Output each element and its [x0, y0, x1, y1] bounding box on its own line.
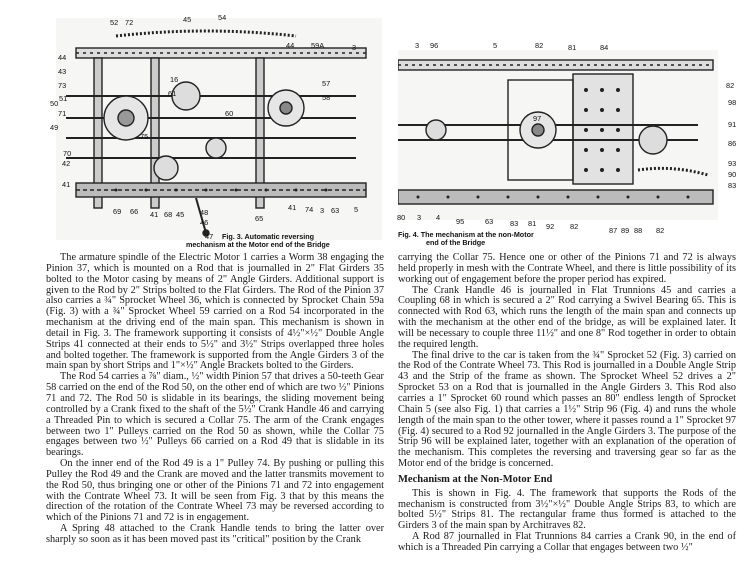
fig3-label: 68	[164, 210, 173, 219]
fig4-label: 90	[728, 170, 737, 179]
fig3-label: 49	[50, 123, 59, 132]
fig4-label: 86	[728, 139, 737, 148]
fig4-label: 63	[485, 217, 494, 226]
figure-4-caption	[398, 231, 618, 247]
fig3-label: 69	[113, 207, 122, 216]
fig3-label: 50	[50, 99, 59, 108]
fig4-label: 91	[728, 120, 737, 129]
paragraph: The Crank Handle 46 is journalled in Flat Trunnions 45 and carries a Coupling 68 in which is secured a 2" Rod carrying a Swivel Bearing 65. This is connected with Rod 63, which runs the length of the main span and connects up with the mechanism at the other end of the bridge, as will be explained later. It will be necessary to couple three 11½" and one 8" Rod together in order to obtain the required length.	[398, 284, 736, 350]
fig4-label: 93	[728, 159, 737, 168]
fig3-label: 44	[58, 53, 67, 62]
fig3-label: 43	[58, 67, 67, 76]
fig4-label: 82	[570, 222, 579, 231]
fig3-label: 57	[322, 79, 331, 88]
fig3-label: 63	[331, 206, 340, 215]
paragraph: The final drive to the car is taken from the ¾" Sprocket 52 (Fig. 3) carried on the Rod of the Contrate Wheel 73. This Rod is journalled in a Double Angle Strip 43 and the Strip of the frame as shown. The Sprocket Wheel 52 drives a 2" Sprocket 53 on a Rod that is journalled in the Angle Girders 3. This Rod also carries a 1" Sprocket 60 round which passes an 80" endless length of Sprocket Chain 5 (see also Fig. 1) that carries a 1½" Strip 96 (Fig. 4) and runs the whole length of the main span to the other tower, where it passes round a 1" Sprocket 97 (Fig. 4) secured to a Rod 92 journalled in the Angle Girders 3. The purpose of the Strip 96 will be explained later, together with an explanation of the operation of the mechanism. This completes the reversing and traversing gear so far as the Motor end of the bridge is concerned.	[398, 349, 736, 470]
figure-3-caption-line: Fig. 3. Automatic reversing	[222, 232, 314, 241]
fig4-label: 84	[600, 43, 609, 52]
figure-4-caption-line: Fig. 4. The mechanism at the non-Motor	[398, 230, 534, 239]
fig3-label: 3	[352, 43, 357, 52]
left-text-column	[46, 253, 384, 546]
fig3-label: 66	[130, 207, 139, 216]
fig3-label: 45	[176, 210, 185, 219]
fig3-label: 65	[255, 214, 264, 223]
fig3-label: 74	[305, 205, 314, 214]
fig4-label: 81	[568, 43, 577, 52]
fig3-label: 71	[58, 109, 67, 118]
fig4-label: 82	[535, 41, 544, 50]
paragraph: This is shown in Fig. 4. The framework that supports the Rods of the mechanism is constructed from 3½"×½" Double Angle Strips 83, to which are bolted 5½" Strips 81. The rectangular frame thus formed is attached to the Girders 3 of the main span by Architraves 82.	[398, 487, 736, 532]
paragraph: On the inner end of the Rod 49 is a 1" Pulley 74. By pushing or pulling this Pulley the Rod 49 and the Crank are moved and the latter transmits movement to the Rod 50, thus bringing one or other of the Pinions 71 and 72 into engagement with the Contrate Wheel 73. It will be seen from Fig. 3 that by this means the direction of the rotation of the Contrate Wheel 73 may be reversed according to which of the Pinions 71 and 72 is in engagement.	[46, 458, 384, 524]
fig4-label: 97	[533, 114, 542, 123]
fig4-label: 4	[436, 213, 441, 222]
fig4-label: 96	[430, 41, 439, 50]
section-heading: Mechanism at the Non-Motor End	[398, 473, 553, 485]
fig3-label: 61	[168, 89, 177, 98]
paragraph: A Spring 48 attached to the Crank Handle tends to bring the latter over sharply so soon as it has been moved past its "critical" position by the Crank	[46, 523, 384, 545]
fig4-label: 98	[728, 98, 737, 107]
fig3-label: 73	[58, 81, 67, 90]
fig4-label: 3	[415, 41, 420, 50]
fig4-label: 95	[456, 217, 465, 226]
figure-3-caption-line: mechanism at the Motor end of the Bridge	[186, 240, 330, 249]
fig4-label: 80	[397, 213, 406, 222]
figure-4-caption-line: end of the Bridge	[426, 238, 486, 247]
figure-4	[398, 50, 718, 220]
fig3-label: 41	[150, 210, 159, 219]
fig3-label: 58	[322, 93, 331, 102]
fig3-label: 75	[140, 132, 149, 141]
fig3-label: 45	[183, 15, 192, 24]
fig3-label: 5	[354, 205, 359, 214]
paragraph: A Rod 87 journalled in Flat Trunnions 84 carries a Crank 90, in the end of which is a Threaded Pin carrying a Collar that engages between two ½"	[398, 531, 736, 553]
fig4-label: 81	[528, 219, 537, 228]
right-text-column	[398, 253, 736, 554]
fig4-label: 3	[417, 213, 422, 222]
fig3-label: 3	[320, 206, 325, 215]
fig3-label: 72	[125, 18, 134, 27]
paragraph: The Rod 54 carries a ⅞" diam., ½" width Pinion 57 that drives a 50-teeth Gear 58 carried on the end of the Rod 50, on the other end of which are two ½" Pinions 71 and 72. The Rod 50 is slidable in its bearings, the sliding movement being controlled by a Crank fixed to the shaft of the 5½" Crank Handle 46 and carrying a Threaded Pin to which is secured a Collar 75. The arm of the Crank engages between two 1" Pulleys carried on the Rod 50 as shown, while the Collar 75 engages between two ½" Pulleys 66 carried on a Rod 49 that is slidable in its bearings.	[46, 371, 384, 459]
fig3-label: 41	[288, 203, 297, 212]
fig4-label: 92	[546, 222, 555, 231]
fig3-label: 48	[200, 208, 209, 217]
fig3-label: 52	[110, 18, 119, 27]
fig4-label: 87	[609, 226, 618, 235]
fig4-label: 5	[493, 41, 498, 50]
fig3-label: 59A	[311, 41, 325, 50]
fig3-label: 60	[225, 109, 234, 118]
fig4-label: 83	[728, 181, 737, 190]
paragraph: The armature spindle of the Electric Motor 1 carries a Worm 38 engaging the Pinion 37, which is mounted on a Rod that is journalled in 2" Flat Girders 35 bolted to the Motor casing by means of 2" Angle Girders. Additional support is given to the Rod by 2" Strips bolted to the Flat Girders. The Rod of the Pinion 37 also carries a ¾" Sprocket Wheel 36, which is connected by Sprocket Chain 59a (Fig. 3) with a ¾" Sprocket Wheel 59 carried on a Rod 54 incorporated in the mechanism at the driving end of the main span. This mechanism is shown in detail in Fig. 3. The framework supporting it consists of 4½"×½" Double Angle Strips 41 connected at their ends to 5½" and 3½" Strips overlapped three holes and bolted together. The framework is supported from the Angle Girders 3 of the main span by short Strips and 1"×½" Angle Brackets bolted to the Girders.	[46, 252, 384, 372]
figure-3-caption	[186, 233, 386, 249]
fig3-label: 46	[200, 218, 209, 227]
fig3-label: 47	[205, 232, 214, 241]
fig3-label: 54	[218, 13, 227, 22]
fig4-label: 82	[726, 81, 735, 90]
fig3-label: 44	[286, 41, 295, 50]
fig4-label: 88	[634, 226, 643, 235]
fig3-label: 41	[62, 180, 71, 189]
paragraph: carrying the Collar 75. Hence one or other of the Pinions 71 and 72 is always held properly in mesh with the Contrate Wheel, and there is little possibility of its working out of engagement before the proper period has expired.	[398, 252, 736, 285]
figure-4-drawing	[398, 50, 718, 220]
fig4-label: 89	[621, 226, 630, 235]
fig4-label: 82	[656, 226, 665, 235]
fig3-label: 70	[63, 149, 72, 158]
fig3-label: 51	[59, 94, 68, 103]
fig3-label: 42	[62, 159, 71, 168]
fig3-label: 16	[170, 75, 179, 84]
fig4-label: 83	[510, 219, 519, 228]
